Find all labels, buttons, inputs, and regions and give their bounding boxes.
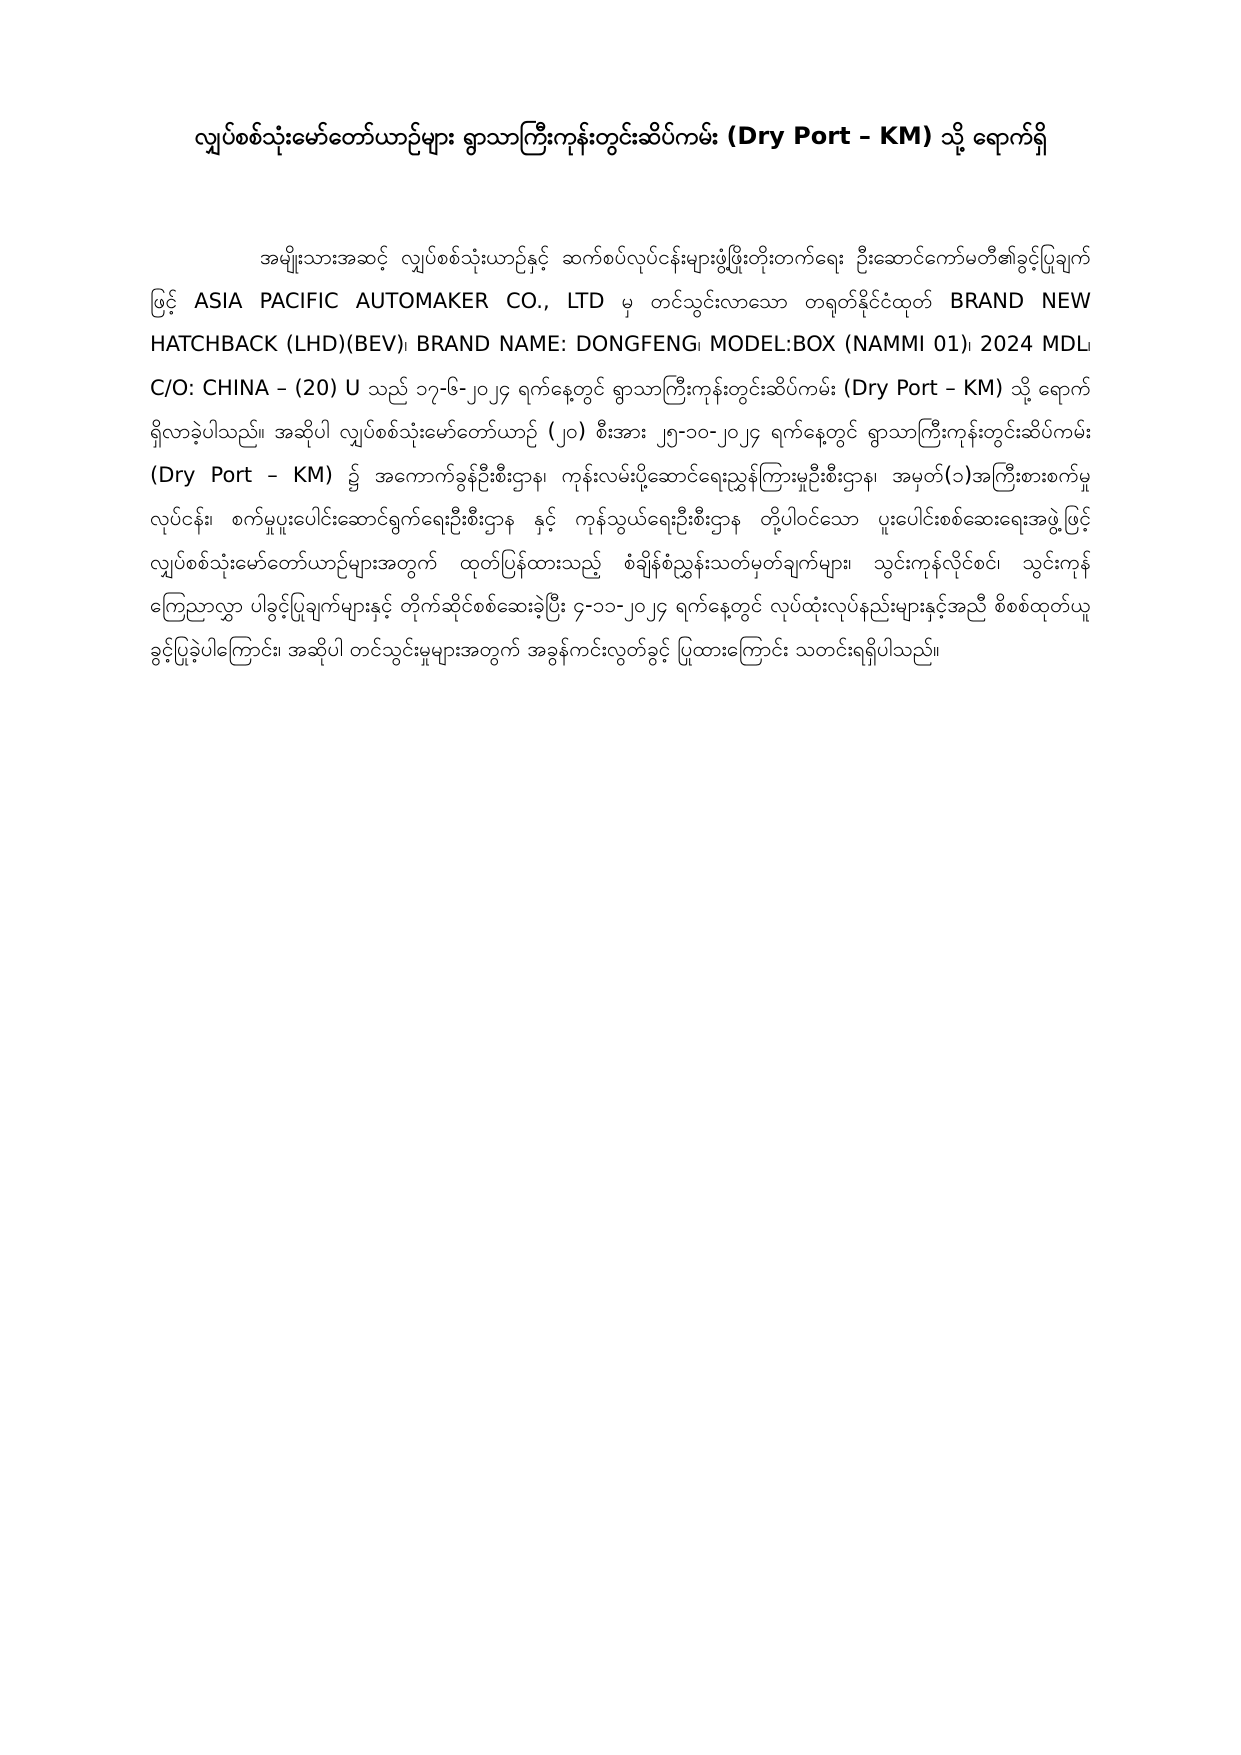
document-body-paragraph: အမျိုးသားအဆင့် လျှပ်စစ်သုံးယာဉ်နှင့် ဆက်စပ်လုပ်ငန်းများဖွံ့ဖြိုးတိုးတက်ရေး ဦးဆောင်ကော်မတီ၏ခွင့်ပြုချက်ဖြင့် ASIA PACIFIC AUTOMAKER CO., LTD မှ တင်သွင်းလာသော တရုတ်နိုင်ငံထုတ် BRAND NEW HATCHBACK (LHD)(BEV)၊ BRAND NAME: DONGFENG၊ MODEL:BOX (NAMMI 01)၊ 2024 MDL၊ C/O: CHINA – (20) U သည် ၁၇-၆-၂၀၂၄ ရက်နေ့တွင် ရွာသာကြီးကုန်းတွင်းဆိပ်ကမ်း (Dry Port – KM) သို့ ရောက်ရှိလာခဲ့ပါသည်။ အဆိုပါ လျှပ်စစ်သုံးမော်တော်ယာဉ် (၂၀) စီးအား ၂၅-၁၀-၂၀၂၄ ရက်နေ့တွင် ရွာသာကြီးကုန်းတွင်းဆိပ်ကမ်း (Dry Port – KM) ၌ အကောက်ခွန်ဦးစီးဌာန၊ ကုန်းလမ်းပို့ဆောင်ရေးညွှန်ကြားမှုဦးစီးဌာန၊ အမှတ်(၁)အကြီးစားစက်မှုလုပ်ငန်း၊ စက်မှုပူးပေါင်းဆောင်ရွက်ရေးဦးစီးဌာန နှင့် ကုန်သွယ်ရေးဦးစီးဌာန တို့ပါဝင်သော ပူးပေါင်းစစ်ဆေးရေးအဖွဲ့ဖြင့် လျှပ်စစ်သုံးမော်တော်ယာဉ်များအတွက် ထုတ်ပြန်ထားသည့် စံချိန်စံညွှန်းသတ်မှတ်ချက်များ၊ သွင်းကုန်လိုင်စင်၊ သွင်းကုန်ကြေညာလွှာ ပါခွင့်ပြုချက်များနှင့် တိုက်ဆိုင်စစ်ဆေးခဲ့ပြီး ၄-၁၁-၂၀၂၄ ရက်နေ့တွင် လုပ်ထုံးလုပ်နည်းများနှင့်အညီ စိစစ်ထုတ်ယူခွင့်ပြုခဲ့ပါကြောင်း၊ အဆိုပါ တင်သွင်းမှုများအတွက် အခွန်ကင်းလွတ်ခွင့် ပြုထားကြောင်း သတင်းရရှိပါသည်။ bbox=[150, 245, 1091, 661]
document-title: လျှပ်စစ်သုံးမော်တော်ယာဉ်များ ရွာသာကြီးကုန်းတွင်းဆိပ်ကမ်း (Dry Port – KM) သို့ ရောက်ရှိ bbox=[194, 122, 1047, 150]
